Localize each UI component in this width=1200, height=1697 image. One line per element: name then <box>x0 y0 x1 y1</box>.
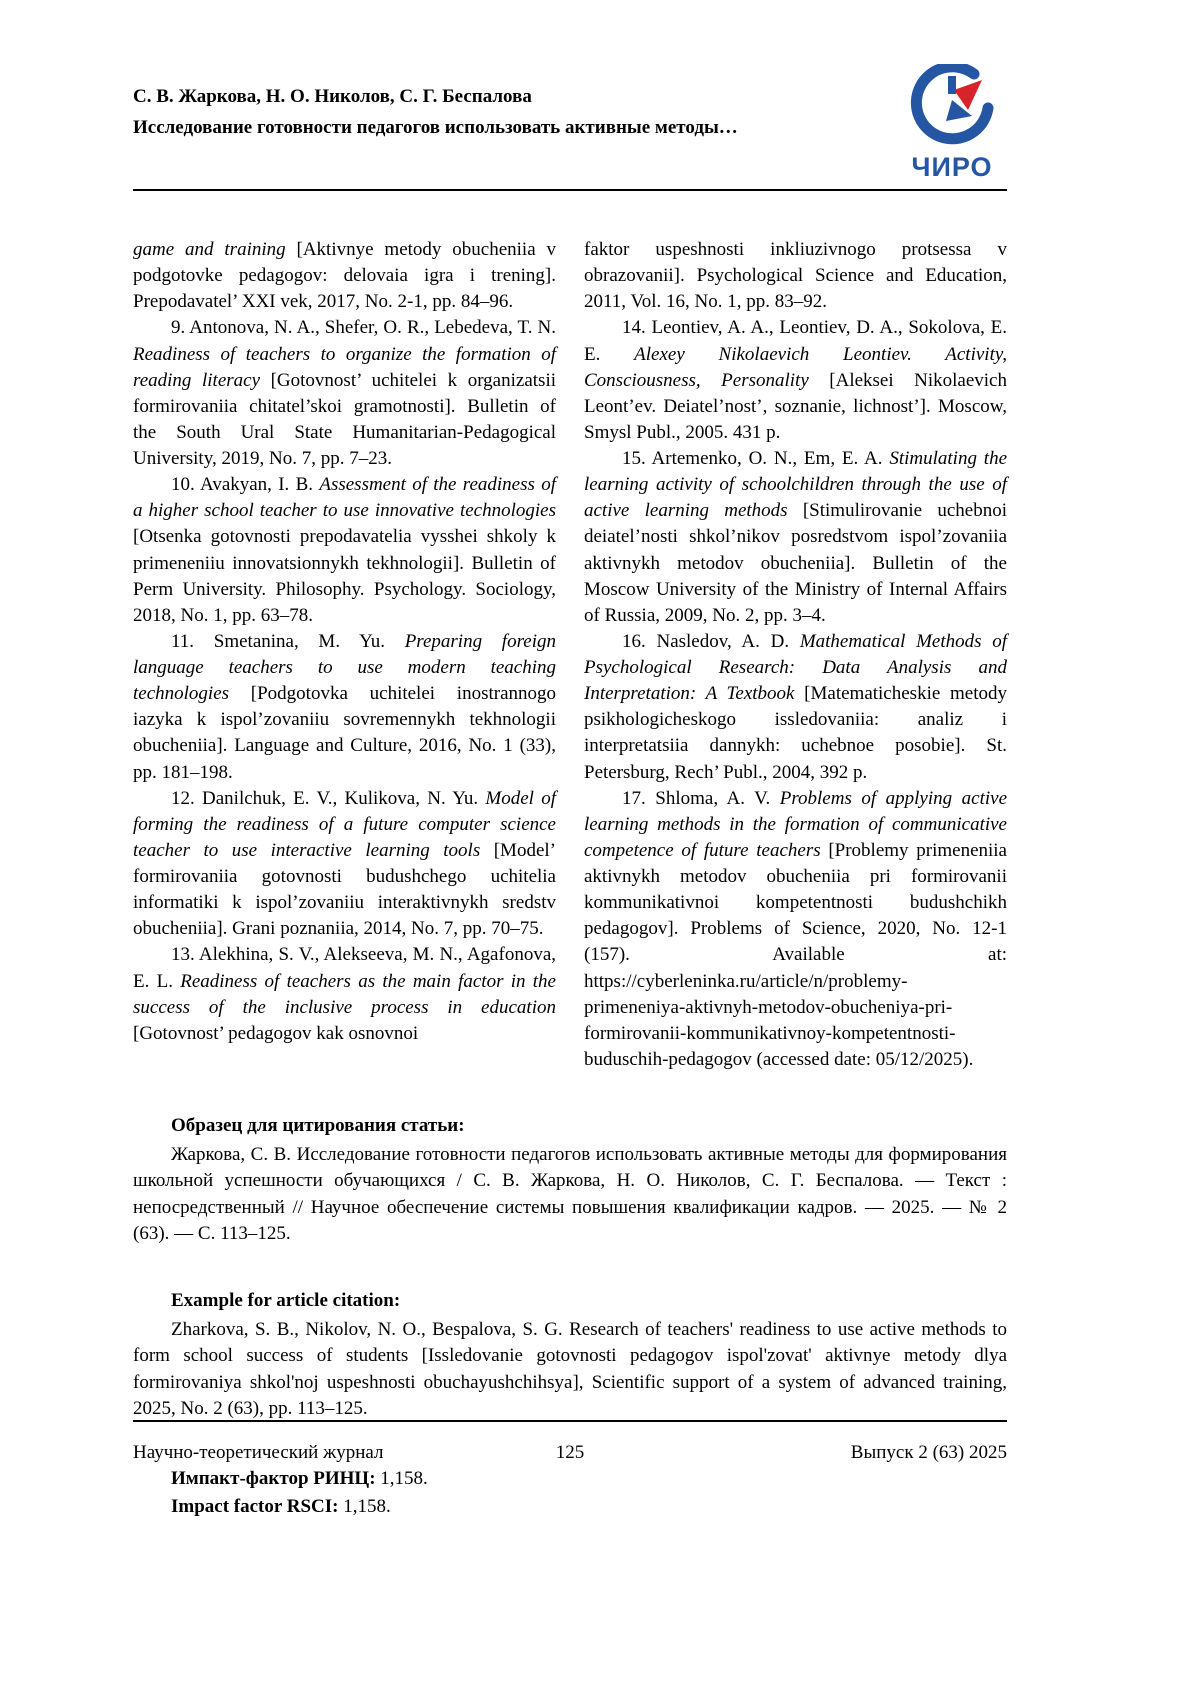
impact-rsci-label: Impact factor RSCI: <box>171 1496 339 1518</box>
reference-text-run: [Matematicheskie metody psikhologicheskogo issledovaniia: analiz i interpretatsiia dannykh: uchebnoe posobie]. St. Petersburg, Rech’ Publ., 2004, 392 p. <box>584 683 1007 783</box>
reference-text-run: 13. Alekhina, S. V., Alekseeva, M. N., Agafonova, E. L. <box>133 944 556 992</box>
page-footer <box>133 1420 1007 1464</box>
citation-en-body: Zharkova, S. B., Nikolov, N. O., Bespalova, S. G. Research of teachers' readiness to use active methods to form school success of students [Issledovanie gotovnosti pedagogov ispol'zovat' aktivnye metody dlya formirovaniya shkol'noj uspeshnosti obuchayushchihsya], Scientific support of a system of advanced training, 2025, No. 2 (63), pp. 113–125. <box>133 1318 1007 1420</box>
reference-text-run: 17. Shloma, A. V. <box>622 787 780 809</box>
reference-title-run: Problems of applying active learning methods in the formation of communicative competence of future teachers <box>584 787 1008 861</box>
reference-title-run: Readiness of teachers to organize the formation of reading literacy <box>133 343 556 391</box>
footer-page-number: 125 <box>555 1442 585 1463</box>
reference-text-run: faktor uspeshnosti inkliuzivnogo protsessa v obrazovanii]. Psychological Science and Education, 2011, Vol. 16, No. 1, pp. 83–92. <box>584 239 1007 313</box>
reference-text-run: [Stimulirovanie uchebnoi deiatel’nosti shkol’nikov posredstvom ispol’zovaniia aktivnykh metodov obucheniia]. Bulletin of the Moscow University of the Ministry of Internal Affairs of Russia, 2009, No. 2, pp. 3–4. <box>584 500 1008 626</box>
authors-line: С. В. Жаркова, Н. О. Николов, С. Г. Беспалова <box>133 86 532 107</box>
references-column-right <box>584 237 1007 1073</box>
reference-title-run: Readiness of teachers as the main factor in the success of the inclusive process in education <box>133 970 556 1018</box>
impact-rinc-label: Импакт-фактор РИНЦ: <box>171 1467 376 1489</box>
impact-rinc-value: 1,158. <box>375 1467 428 1489</box>
reference-paragraph <box>133 237 556 315</box>
reference-title-run: Preparing foreign language teachers to use modern teaching technologies <box>133 630 556 705</box>
reference-text-run: [Podgotovka uchitelei inostrannogo iazyka k ispol’zovaniiu sovremennykh tekhnologii obucheniia]. Language and Culture, 2016, No. 1 (33), pp. 181–198. <box>133 683 557 783</box>
reference-text-run: [Aleksei Nikolaevich Leont’ev. Deiatel’nost’, soznanie, lichnost’]. Moscow, Smysl Publ., 2005. 431 p. <box>584 369 1007 443</box>
chiro-logo <box>897 64 1007 181</box>
reference-text-run: 16. Nasledov, A. D. <box>622 630 800 652</box>
reference-text-run: [Gotovnost’ pedagogov kak osnovnoi <box>133 1022 419 1044</box>
reference-paragraph <box>584 786 1007 1073</box>
impact-rsci-value: 1,158. <box>338 1496 391 1518</box>
reference-title-run: Model of forming the readiness of a future computer science teacher to use interactive learning tools <box>133 787 556 861</box>
references-column-left <box>133 237 556 1073</box>
impact-factor-block <box>133 1465 1007 1522</box>
reference-paragraph <box>133 786 556 943</box>
reference-text-run: [Model’ formirovaniia gotovnosti budushchego uchitelia informatiki k ispol’zovaniiu interaktivnykh sredstv obucheniia]. Grani poznaniia, 2014, No. 7, pp. 70–75. <box>133 839 556 940</box>
running-title: Исследование готовности педагогов использовать активные методы… <box>133 117 738 138</box>
reference-paragraph <box>133 942 556 1047</box>
page-header <box>133 72 1007 181</box>
reference-text-run: [Problemy primeneniia aktivnykh metodov obucheniia pri formirovanii kommunikativnoi kompetentnosti budushchikh pedagogov]. Problems of Science, 2020, No. 12-1 (157). Available at: https://cyberleninka.ru/article/n/problemy-primeneniya-aktivnyh-metodov-obucheniya-pri-formirovanii-kommunikativnoy-kompetentnosti-buduschih-pedagogov (accessed date: 05/12/2025). <box>584 839 1007 1070</box>
citation-ru-body: Жаркова, С. В. Исследование готовности педагогов использовать активные методы для формирования школьной успешности обучающихся / С. В. Жаркова, Н. О. Николов, С. Г. Беспалова. — Текст : непосредственный // Научное обеспечение системы повышения квалификации кадров. — 2025. — № 2 (63). — С. 113–125. <box>133 1143 1007 1245</box>
reference-title-run: Stimulating the learning activity of schoolchildren through the use of active learning methods <box>584 448 1008 522</box>
reference-title-run: Mathematical Methods of Psychological Research: Data Analysis and Interpretation: A Textbook <box>584 630 1007 705</box>
reference-text-run: 15. Artemenko, O. N., Em, E. A. <box>622 448 890 469</box>
reference-text-run: 14. Leontiev, A. A., Leontiev, D. A., Sokolova, E. E. <box>584 317 1007 365</box>
reference-text-run: 12. Danilchuk, E. V., Kulikova, N. Yu. <box>171 787 486 809</box>
references-section <box>133 237 1007 1073</box>
reference-text-run: 9. Antonova, N. A., Shefer, O. R., Lebedeva, T. N. <box>171 317 556 339</box>
reference-text-run: 10. Avakyan, I. B. <box>171 474 320 496</box>
reference-text-run: [Aktivnye metody obucheniia v podgotovke pedagogov: delovaia igra i trening]. Prepodavatel’ XXI vek, 2017, No. 2-1, pp. 84–96. <box>133 239 556 313</box>
reference-title-run: Alexey Nikolaevich Leontiev. Activity, Consciousness, Personality <box>584 343 1007 391</box>
reference-paragraph <box>584 315 1007 446</box>
citation-ru-section <box>133 1113 1007 1248</box>
impact-rinc-line <box>133 1465 1007 1494</box>
reference-text-run: 11. Smetanina, M. Yu. <box>171 630 405 652</box>
reference-paragraph <box>133 472 556 629</box>
chiro-emblem-icon <box>908 64 996 148</box>
footer-journal-type: Научно-теоретический журнал <box>133 1442 384 1463</box>
header-text <box>133 72 738 139</box>
footer-issue: Выпуск 2 (63) 2025 <box>850 1442 1007 1463</box>
header-rule <box>133 189 1007 191</box>
reference-paragraph <box>133 315 556 472</box>
reference-paragraph <box>133 629 556 786</box>
reference-paragraph <box>584 446 1007 629</box>
citation-en-section <box>133 1288 1007 1423</box>
reference-paragraph <box>584 237 1007 315</box>
citation-en-heading: Example for article citation: <box>171 1289 401 1311</box>
page-content <box>133 72 1007 1522</box>
reference-title-run: Assessment of the readiness of a higher school teacher to use innovative technologies <box>133 474 556 522</box>
impact-rsci-line <box>133 1493 1007 1522</box>
reference-paragraph <box>584 629 1007 786</box>
reference-text-run: [Otsenka gotovnosti prepodavatelia vysshei shkoly k primeneniiu innovatsionnykh tekhnologii]. Bulletin of Perm University. Philosophy. Psychology. Sociology, 2018, No. 1, pp. 63–78. <box>133 526 556 626</box>
reference-text-run: [Gotovnost’ uchitelei k organizatsii formirovaniia chitatel’skoi gramotnosti]. Bulletin of the South Ural State Humanitarian-Pedagogical University, 2019, No. 7, pp. 7–23. <box>133 369 556 469</box>
reference-title-run: game and training <box>133 239 297 260</box>
logo-wordmark: ЧИРО <box>911 152 993 182</box>
citation-ru-heading: Образец для цитирования статьи: <box>171 1115 465 1136</box>
